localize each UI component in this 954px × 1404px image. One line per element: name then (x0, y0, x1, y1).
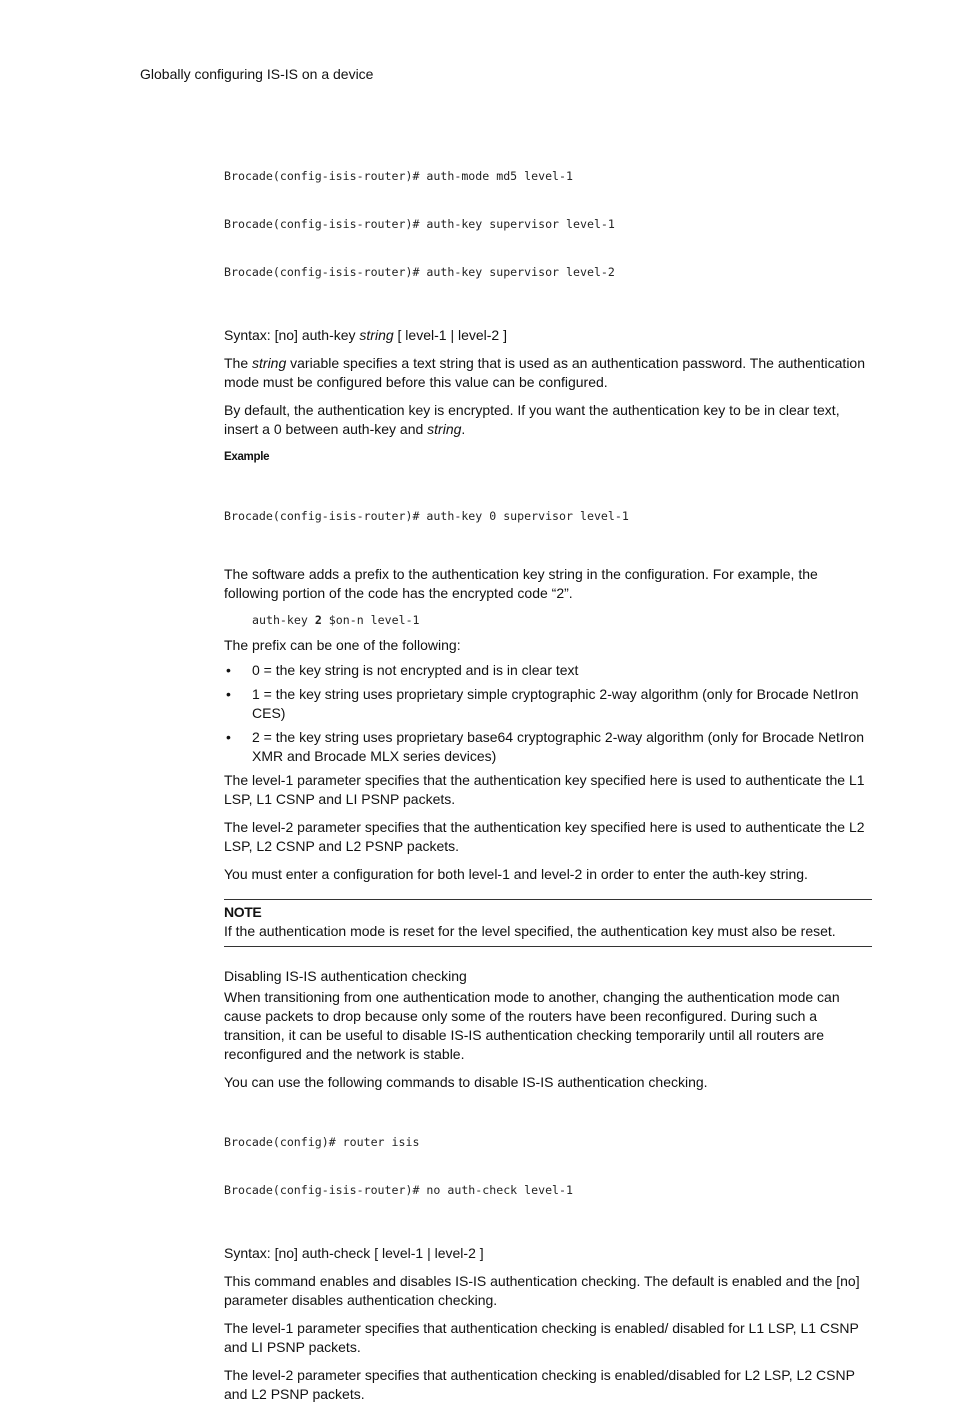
syntax-text: [ level-1 | level-2 ] (393, 327, 507, 343)
prefix-list (224, 661, 872, 766)
bullet-icon: • (226, 686, 231, 702)
keyword-level-2: level-2 (252, 819, 294, 835)
paragraph-check-level-1: The level-1 parameter specifies that authentication checking is enabled/ disabled for L1 LSP, L1 CSNP and LI PSNP packets. (224, 1320, 859, 1355)
syntax-text: Syntax: [no] auth-key (224, 327, 360, 343)
code-line: Brocade(config-isis-router)# auth-mode md5 level-1 (224, 169, 574, 183)
section-heading: Disabling IS-IS authentication checking (224, 968, 467, 984)
keyword-level-1: level-1 (252, 1320, 294, 1336)
code-block-auth-key (224, 136, 872, 312)
bullet-icon: • (226, 729, 231, 745)
code-line: Brocade(config-isis-router)# auth-key 0 supervisor level-1 (224, 509, 629, 523)
paragraph-prefix-intro: The prefix can be one of the following: (224, 637, 461, 653)
keyword-zero: 0 (273, 421, 282, 437)
paragraph-default-encryption: By default, the authentication key is encrypted. If you want the authentication key to be in clear text, insert a 0 between auth-key and string. (224, 402, 840, 437)
paragraph-prefix-info: The software adds a prefix to the authentication key string in the configuration. For example, the following portion of the code has the encrypted code “2”. (224, 566, 818, 601)
keyword-level-1: level-1 (252, 772, 294, 788)
paragraph-level-2: The level-2 parameter specifies that the authentication key specified here is used to authenticate the L2 LSP, L2 CSNP and L2 PSNP packets. (224, 819, 865, 854)
code-block-example (224, 476, 872, 556)
list-item: • 2 = the key string uses proprietary base64 cryptographic 2-way algorithm (only for Brocade NetIron XMR and Brocade MLX series devices) (226, 729, 865, 764)
paragraph-enables: This command enables and disables IS-IS authentication checking. The default is enabled and the [no] parameter disables authentication checking. (224, 1273, 860, 1308)
syntax-auth-key (224, 326, 872, 345)
paragraph-level-1: The level-1 parameter specifies that the authentication key specified here is used to authenticate the L1 LSP, L1 CSNP and LI PSNP packets. (224, 772, 865, 807)
list-item: • 1 = the key string uses proprietary simple cryptographic 2-way algorithm (only for Brocade NetIron CES) (226, 686, 859, 721)
variable-string: string (252, 355, 287, 371)
note-text: If the authentication mode is reset for the level specified, the authentication key must also be reset. (224, 923, 836, 939)
running-header: Globally configuring IS-IS on a device (140, 66, 374, 82)
list-item: • 0 = the key string is not encrypted and is in clear text (226, 662, 579, 678)
paragraph-string-variable: The string variable specifies a text string that is used as an authentication password. The authentication mode must be configured before this value can be configured. (224, 355, 866, 390)
code-line: Brocade(config-isis-router)# auth-key supervisor level-2 (224, 265, 615, 279)
code-line: Brocade(config)# router isis (224, 1135, 420, 1149)
example-label: Example (224, 451, 270, 463)
page-content (224, 136, 872, 1404)
keyword-no: [no] (836, 1273, 860, 1289)
keyword-auth-key: auth-key (342, 421, 397, 437)
variable-string: string (427, 421, 462, 437)
code-line: Brocade(config-isis-router)# auth-key supervisor level-1 (224, 217, 615, 231)
paragraph-both-levels: You must enter a configuration for both level-1 and level-2 in order to enter the auth-key string. (224, 866, 808, 882)
encrypted-code-number: 2 (314, 613, 322, 627)
note-title: NOTE (224, 904, 262, 920)
note-box (224, 899, 872, 947)
paragraph-transition: When transitioning from one authentication mode to another, changing the authentication mode can cause packets to drop because only some of the routers have been reconfigured. During such a transition, it can be useful to disable IS-IS authentication checking temporarily until all routers are reconfigured and the network is stable. (224, 989, 840, 1062)
bullet-icon: • (226, 662, 231, 678)
keyword-level-2: level-2 (252, 1367, 294, 1383)
code-block-auth-check (224, 1102, 872, 1230)
code-line: Brocade(config-isis-router)# no auth-check level-1 (224, 1183, 574, 1197)
syntax-variable: string (359, 327, 394, 343)
syntax-auth-check: Syntax: [no] auth-check [ level-1 | level-2 ] (224, 1245, 484, 1261)
paragraph-commands: You can use the following commands to disable IS-IS authentication checking. (224, 1074, 708, 1090)
paragraph-check-level-2: The level-2 parameter specifies that authentication checking is enabled/disabled for L2 LSP, L2 CSNP and L2 PSNP packets. (224, 1367, 855, 1402)
code-encrypted-example: auth-key 2 $on-n level-1 (252, 613, 420, 627)
